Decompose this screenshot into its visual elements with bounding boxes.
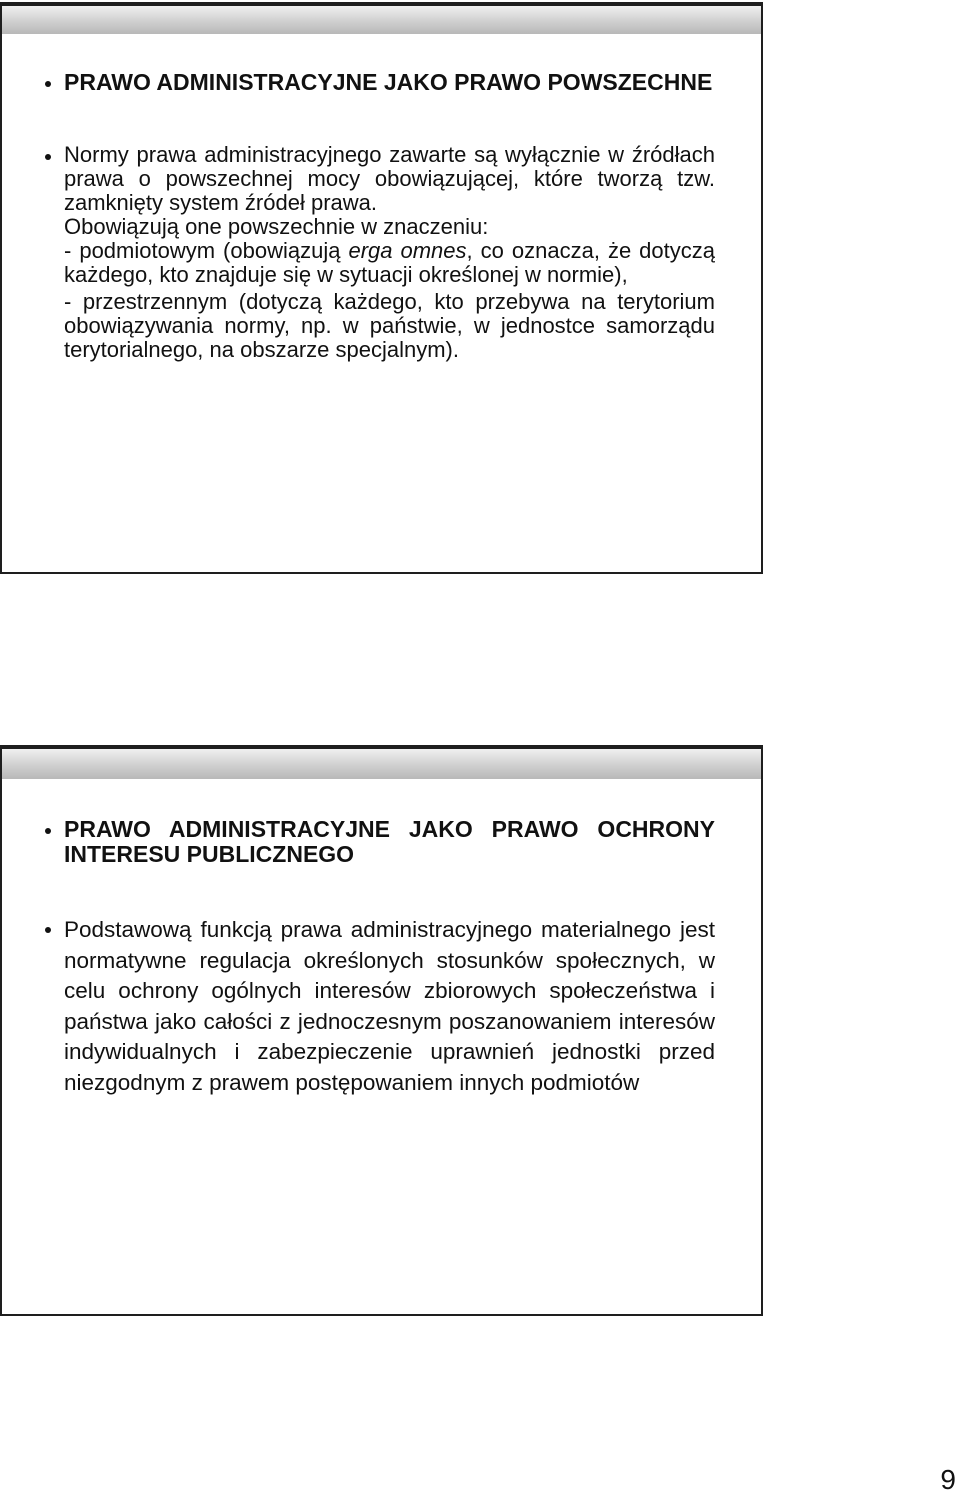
bullet-icon	[45, 154, 51, 160]
heading-text: PRAWO ADMINISTRACYJNE JAKO PRAWO POWSZECHNE	[64, 69, 713, 95]
slide-header-bar	[2, 6, 761, 34]
slide-1	[0, 2, 763, 574]
scope-line: Obowiązują one powszechnie w znaczeniu:	[64, 214, 489, 239]
bullet-icon	[45, 927, 51, 933]
slide-header-bar	[2, 749, 761, 779]
slide-body	[40, 915, 715, 1098]
subjective-item	[64, 239, 715, 287]
body-text: Podstawową funkcją prawa administracyjnego materialnego jest normatywne regulacja określonych stosunków społecznych, w celu ochrony ogólnych interesów zbiorowych społeczeństwa i państwa jako całości z jednoczesnym poszanowaniem interesów indywidualnych i zabezpieczenie uprawnień jednostki przed niezgodnym z prawem postępowaniem innych podmiotów	[64, 917, 715, 1095]
spatial-item: - przestrzennym (dotyczą każdego, kto przebywa na terytorium obowiązywania normy, np. w państwie, w jednostce samorządu terytorialnego, na obszarze specjalnym).	[64, 289, 715, 362]
latin-term: erga omnes	[348, 238, 467, 263]
bullet-icon	[45, 81, 51, 87]
intro-paragraph: Normy prawa administracyjnego zawarte są wyłącznie w źródłach prawa o powszechnej mocy obowiązującej, które tworzą tzw. zamknięty system źródeł prawa.	[64, 142, 715, 215]
bullet-icon	[45, 828, 51, 834]
slide-heading	[40, 70, 715, 95]
slide-heading	[40, 817, 715, 867]
slide-2	[0, 745, 763, 1316]
heading-text: PRAWO ADMINISTRACYJNE JAKO PRAWO OCHRONY INTERESU PUBLICZNEGO	[64, 816, 715, 867]
page-number: 9	[940, 1464, 956, 1495]
subjective-suffix: , co oznacza, że dotyczą każdego, kto znajduje się w sytuacji określonej w normie),	[64, 238, 715, 287]
slide-body	[40, 143, 715, 362]
slide-content	[40, 817, 715, 1098]
slide-content	[40, 70, 715, 362]
subjective-prefix: - podmiotowym (obowiązują	[64, 238, 349, 263]
